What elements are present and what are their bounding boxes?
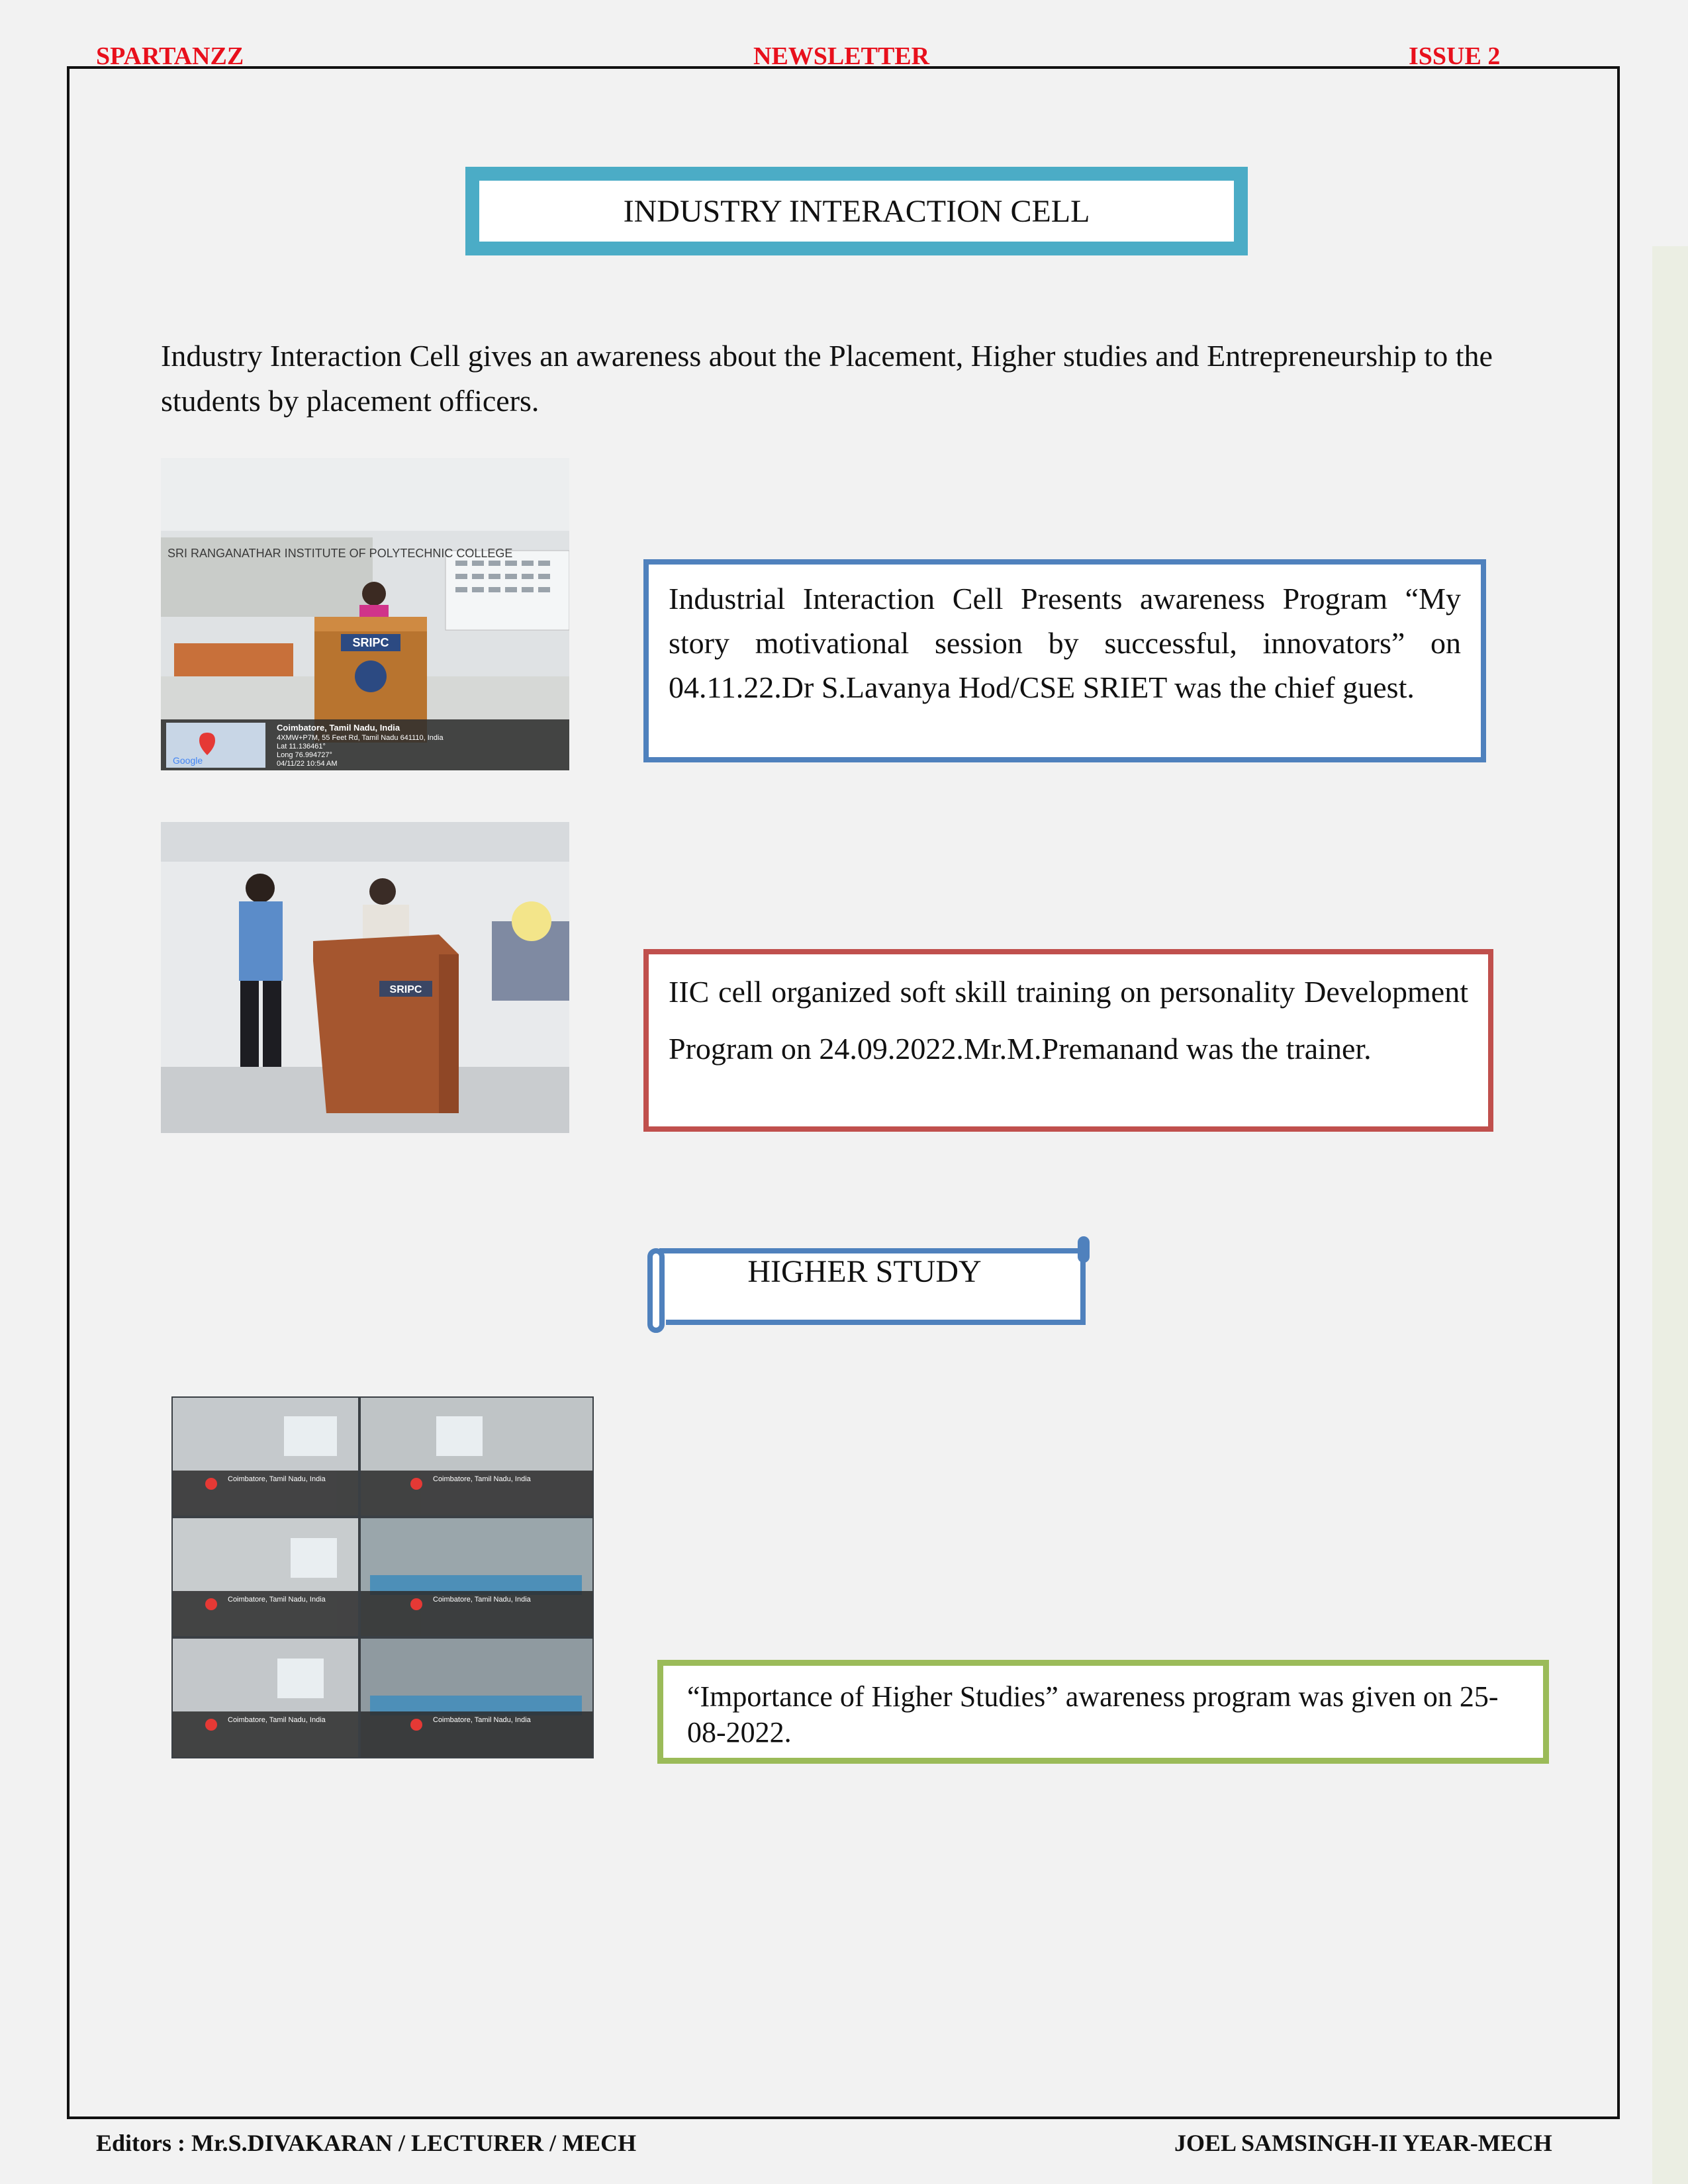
collage-caption: Coimbatore, Tamil Nadu, India xyxy=(433,1716,531,1724)
event1-photo xyxy=(161,458,569,770)
event1-geo-line: Long 76.994727° xyxy=(277,751,332,759)
event1-map-label: Google xyxy=(173,755,203,766)
collage-caption: Coimbatore, Tamil Nadu, India xyxy=(433,1475,531,1483)
event1-banner-text: SRI RANGANATHAR INSTITUTE OF POLYTECHNIC COLLEGE xyxy=(167,547,513,560)
event1-geo-line: Lat 11.136461° xyxy=(277,743,326,751)
event1-podium-label: SRIPC xyxy=(352,636,389,649)
event2-photo xyxy=(161,822,569,1133)
collage-caption: Coimbatore, Tamil Nadu, India xyxy=(228,1475,326,1483)
event1-geo-line: 04/11/22 10:54 AM xyxy=(277,760,338,768)
header-center: NEWSLETTER xyxy=(753,42,930,70)
higher-study-title: HIGHER STUDY xyxy=(747,1254,982,1289)
header-right: ISSUE 2 xyxy=(1409,42,1501,70)
higher-study-banner xyxy=(646,1231,1103,1337)
intro-paragraph: Industry Interaction Cell gives an awareness about the Placement, Higher studies and Entrepreneurship to the students by placement officers. xyxy=(161,339,1493,418)
collage-caption: Coimbatore, Tamil Nadu, India xyxy=(228,1716,326,1724)
event1-geo-line: 4XMW+P7M, 55 Feet Rd, Tamil Nadu 641110, India xyxy=(277,734,444,742)
event2-description: IIC cell organized soft skill training on personality Development Program on 24.09.2022.Mr.M.Premanand was the trainer. xyxy=(643,949,1493,1132)
section-title-box xyxy=(465,167,1248,255)
header-left: SPARTANZZ xyxy=(96,42,244,70)
right-margin-strip xyxy=(1652,246,1688,2184)
footer-editors: Editors : Mr.S.DIVAKARAN / LECTURER / MECH xyxy=(96,2130,637,2156)
footer-author: JOEL SAMSINGH-II YEAR-MECH xyxy=(1174,2130,1552,2156)
section-title: INDUSTRY INTERACTION CELL xyxy=(477,179,1236,244)
collage-caption: Coimbatore, Tamil Nadu, India xyxy=(228,1596,326,1604)
event1-description: Industrial Interaction Cell Presents awareness Program “My story motivational session by successful, innovators” on 04.11.22.Dr S.Lavanya Hod/CSE SRIET was the chief guest. xyxy=(643,559,1486,762)
event2-podium-label: SRIPC xyxy=(389,984,422,995)
event1-geo-line: Coimbatore, Tamil Nadu, India xyxy=(277,723,400,733)
collage-caption: Coimbatore, Tamil Nadu, India xyxy=(433,1596,531,1604)
higher-study-collage xyxy=(171,1396,594,1758)
higher-study-description: “Importance of Higher Studies” awareness program was given on 25-08-2022. xyxy=(657,1660,1549,1764)
